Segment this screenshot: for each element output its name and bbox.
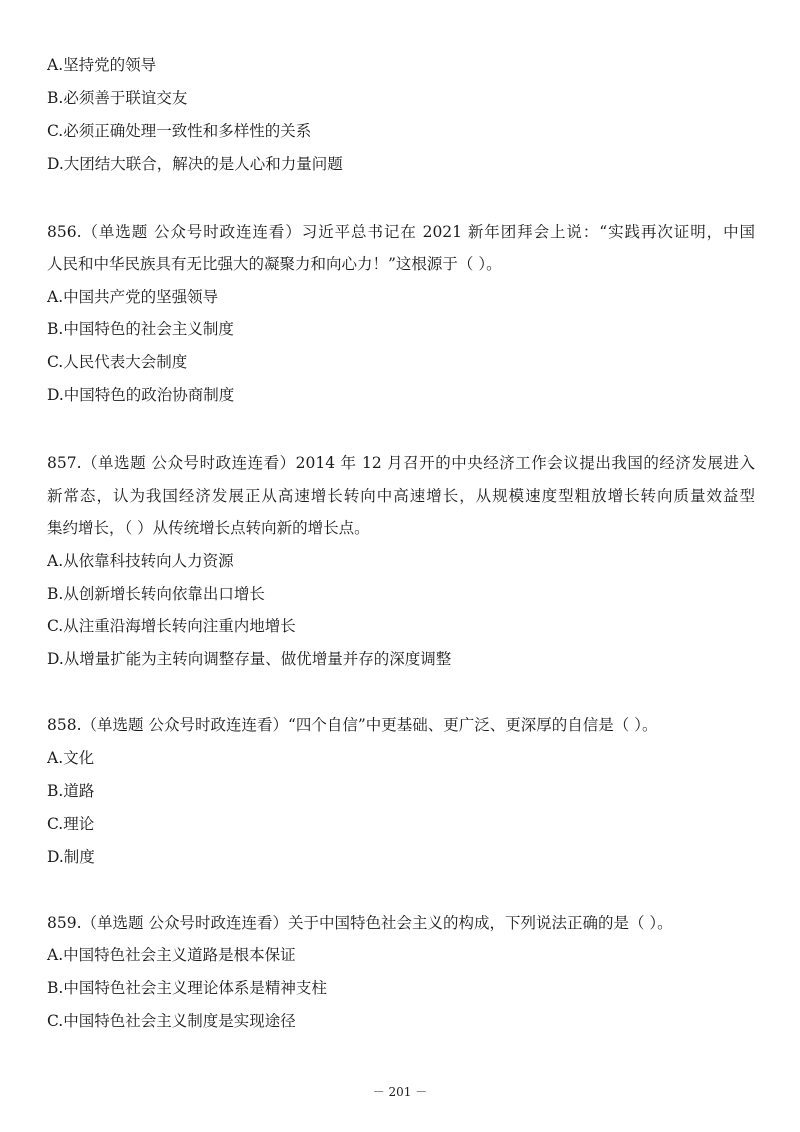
q856-option-c: C.人民代表大会制度: [47, 353, 188, 371]
page-number: － 201 －: [372, 1085, 428, 1099]
q858-option-a: A.文化: [47, 749, 95, 767]
q856-question-line-2: 人民和中华民族具有无比强大的凝聚力和向心力！”这根源于（ ）。: [47, 255, 502, 273]
q856-option-b: B.中国特色的社会主义制度: [47, 320, 234, 338]
q857-option-c: C.从注重沿海增长转向注重内地增长: [47, 617, 296, 635]
q855-option-d: D.大团结大联合，解决的是人心和力量问题: [47, 155, 343, 173]
q858-option-d: D.制度: [47, 848, 95, 866]
q857-question-line-3: 集约增长，（ ）从传统增长点转向新的增长点。: [47, 519, 370, 537]
q857-option-b: B.从创新增长转向依靠出口增长: [47, 585, 265, 603]
q856-option-d: D.中国特色的政治协商制度: [47, 386, 235, 404]
q857-option-d: D.从增量扩能为主转向调整存量、做优增量并存的深度调整: [47, 650, 452, 668]
q857-question-line-2: 新常态，认为我国经济发展正从高速增长转向中高速增长，从规模速度型粗放增长转向质量效益型: [47, 487, 755, 505]
q858-question-line-1: 858.（单选题 公众号时政连连看）“四个自信”中更基础、更广泛、更深厚的自信是（ ）。: [47, 716, 658, 734]
q855-option-b: B.必须善于联谊交友: [47, 89, 188, 107]
q859-question-line-1: 859.（单选题 公众号时政连连看）关于中国特色社会主义的构成，下列说法正确的是（ ）。: [47, 914, 673, 932]
q857-question-line-1: 857.（单选题 公众号时政连连看）2014 年 12 月召开的中央经济工作会议提出我国的经济发展进入: [47, 454, 755, 472]
q856-question-line-1: 856.（单选题 公众号时政连连看）习近平总书记在 2021 新年团拜会上说：“实践再次证明，中国: [47, 223, 755, 241]
q858-option-b: B.道路: [47, 782, 95, 800]
q859-option-b: B.中国特色社会主义理论体系是精神支柱: [47, 979, 327, 997]
q856-option-a: A.中国共产党的坚强领导: [47, 288, 219, 306]
q855-option-a: A.坚持党的领导: [47, 56, 157, 74]
q858-option-c: C.理论: [47, 815, 95, 833]
q859-option-c: C.中国特色社会主义制度是实现途径: [47, 1012, 296, 1030]
q857-option-a: A.从依靠科技转向人力资源: [47, 552, 234, 570]
q855-option-c: C.必须正确处理一致性和多样性的关系: [47, 122, 312, 140]
q859-option-a: A.中国特色社会主义道路是根本保证: [47, 946, 296, 964]
